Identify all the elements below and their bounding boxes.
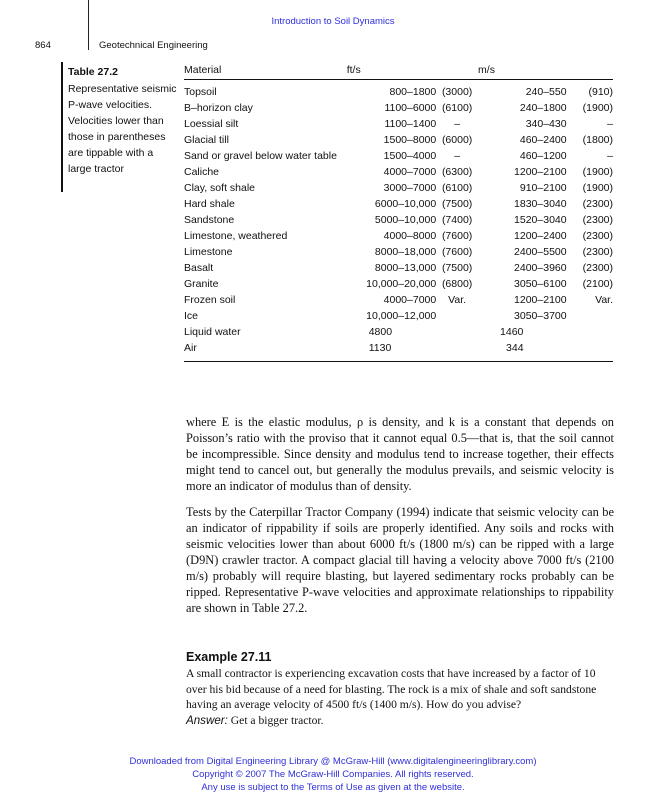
- ft-s-range-cell: 4800: [368, 326, 393, 338]
- table-row: [184, 340, 613, 356]
- answer-label: Answer:: [186, 714, 228, 727]
- m-s-limit-cell: (2300): [582, 262, 613, 274]
- material-cell: Air: [184, 342, 197, 354]
- ft-s-limit-cell: (6100): [441, 182, 473, 194]
- footer-terms[interactable]: Any use is subject to the Terms of Use as given at the website.: [201, 782, 465, 793]
- m-s-limit-cell: [567, 324, 613, 340]
- table-row: [184, 292, 613, 308]
- ft-s-range-cell: 5000–10,000: [374, 214, 437, 226]
- ft-s-limit-cell: (6300): [441, 166, 473, 178]
- m-s-range-cell: 910–2100: [519, 182, 567, 194]
- ft-s-range-cell: 4000–7000: [383, 294, 437, 306]
- material-cell: Limestone: [184, 246, 233, 258]
- caption-bar: [61, 62, 63, 192]
- ft-s-limit-cell: Var.: [448, 294, 467, 306]
- m-s-range-cell: 1200–2100: [514, 166, 567, 178]
- m-s-limit-cell: –: [607, 150, 613, 162]
- body-paragraph-1: where E is the elastic modulus, ρ is density, and k is a constant that depends on Poisson’s ratio with the proviso that it cannot equal 0.5—that is, that the soil cannot be incompressible. Since density and modulus tend to increase together, their effects might tend to cancel out, but generally the modulus prevails, and seismic velocity is more an indicator of modulus than of density.: [186, 415, 614, 493]
- table-row: [184, 80, 613, 101]
- material-cell: Clay, soft shale: [184, 182, 256, 194]
- material-cell: Frozen soil: [184, 294, 236, 306]
- material-cell: Caliche: [184, 166, 220, 178]
- m-s-range-cell: 1830–3040: [514, 198, 567, 210]
- ft-s-range-cell: 8000–18,000: [374, 246, 437, 258]
- table-row: [184, 164, 613, 180]
- m-s-limit-cell: [567, 340, 613, 356]
- table-caption-text: Representative seismic P-wave velocities. Velocities lower than those in parentheses are tippable with a large tractor: [68, 83, 177, 175]
- velocity-table: [184, 63, 613, 362]
- m-s-limit-cell: (1900): [582, 182, 613, 194]
- ft-s-limit-cell: (7600): [441, 230, 473, 242]
- m-s-range-cell: 1460: [500, 326, 524, 338]
- m-s-range-cell: 460–2400: [519, 134, 567, 146]
- ft-s-limit-cell: (6000): [441, 134, 473, 146]
- chapter-title-link[interactable]: Introduction to Soil Dynamics: [271, 16, 395, 27]
- ft-s-limit-cell: –: [454, 150, 461, 162]
- body-paragraph-2: Tests by the Caterpillar Tractor Company (1994) indicate that seismic velocity can be an indicator of rippability if soils are properly identified. Any soils and rocks with seismic velocities lower than about 6000 ft/s (1800 m/s) can be ripped with a large (D9N) crawler tractor. A compact glacial till having a velocity above 7000 ft/s (2100 m/s) probably will require blasting, but layered sedimentary rocks probably can be ripped. Representative P-wave velocities and approximate relationships to rippability are shown in Table 27.2.: [186, 505, 614, 615]
- ft-s-range-cell: 1500–8000: [383, 134, 437, 146]
- example-text: A small contractor is experiencing excavation costs that have increased by a factor of 10 over his bid because of a need for blasting. The rock is a mix of shale and soft sandstone having an average velocity of 4500 ft/s (1400 m/s). How do you advise?: [186, 667, 597, 711]
- footer-download-link[interactable]: Downloaded from Digital Engineering Library @ McGraw-Hill (www.digitalengineeringlibrary.com): [129, 756, 537, 767]
- table-row: [184, 212, 613, 228]
- m-s-range-cell: 340–430: [525, 118, 567, 130]
- material-cell: Ice: [184, 310, 199, 322]
- m-s-range-cell: 240–1800: [519, 102, 567, 114]
- material-cell: Hard shale: [184, 198, 235, 210]
- material-cell: Sand or gravel below water table: [184, 150, 337, 162]
- page-number: 864: [35, 40, 51, 51]
- table-bottom-rule: [184, 361, 613, 362]
- answer-text: Get a bigger tractor.: [230, 714, 324, 727]
- m-s-limit-cell: (2300): [582, 198, 613, 210]
- table-row: [184, 132, 613, 148]
- ft-s-limit-cell: (3000): [441, 86, 473, 98]
- ft-s-range-cell: 1100–1400: [384, 118, 437, 130]
- column-header-m-s-limit: [567, 63, 613, 80]
- material-cell: Granite: [184, 278, 219, 290]
- ft-s-range-cell: 10,000–20,000: [366, 278, 437, 290]
- m-s-range-cell: 240–550: [525, 86, 567, 98]
- ft-s-limit-cell: (6100): [441, 102, 473, 114]
- material-cell: Sandstone: [184, 214, 235, 226]
- ft-s-range-cell: 1500–4000: [383, 150, 437, 162]
- material-cell: Loessial silt: [184, 118, 239, 130]
- m-s-limit-cell: –: [607, 118, 613, 130]
- table-caption: [68, 64, 178, 177]
- ft-s-limit-cell: –: [454, 118, 461, 130]
- ft-s-range-cell: 4000–7000: [383, 166, 437, 178]
- table-row: [184, 324, 613, 340]
- m-s-range-cell: 3050–6100: [514, 278, 567, 290]
- material-cell: Basalt: [184, 262, 214, 274]
- table-row: [184, 100, 613, 116]
- m-s-limit-cell: Var.: [595, 294, 613, 306]
- table-row: [184, 244, 613, 260]
- material-cell: Glacial till: [184, 134, 229, 146]
- footer-copyright[interactable]: Copyright © 2007 The McGraw-Hill Companies. All rights reserved.: [192, 769, 474, 780]
- header-divider: [88, 0, 89, 50]
- ft-s-limit-cell: (7600): [441, 246, 473, 258]
- m-s-limit-cell: (1900): [582, 166, 613, 178]
- m-s-range-cell: 1520–3040: [514, 214, 567, 226]
- m-s-range-cell: 344: [506, 342, 524, 354]
- table-row: [184, 308, 613, 324]
- m-s-limit-cell: (2300): [582, 230, 613, 242]
- m-s-limit-cell: (2300): [582, 246, 613, 258]
- m-s-limit-cell: (2100): [582, 278, 613, 290]
- m-s-range-cell: 2400–3960: [514, 262, 567, 274]
- ft-s-limit-cell: [436, 324, 478, 340]
- table-row: [184, 196, 613, 212]
- material-cell: B–horizon clay: [184, 102, 253, 114]
- m-s-limit-cell: (1900): [582, 102, 613, 114]
- material-cell: Limestone, weathered: [184, 230, 288, 242]
- ft-s-limit-cell: [436, 340, 478, 356]
- m-s-limit-cell: [567, 308, 613, 324]
- table-row: [184, 180, 613, 196]
- example-title: Example 27.11: [186, 650, 272, 664]
- ft-s-range-cell: 3000–7000: [383, 182, 437, 194]
- ft-s-range-cell: 4000–8000: [383, 230, 437, 242]
- ft-s-limit-cell: [436, 308, 478, 324]
- ft-s-range-cell: 10,000–12,000: [366, 310, 437, 322]
- m-s-range-cell: 460–1200: [519, 150, 567, 162]
- table-label: Table 27.2: [68, 66, 118, 78]
- column-header-material: Material: [184, 63, 347, 80]
- example-answer: [186, 714, 324, 727]
- ft-s-limit-cell: (7500): [441, 262, 473, 274]
- ft-s-limit-cell: (6800): [441, 278, 473, 290]
- ft-s-range-cell: 8000–13,000: [374, 262, 437, 274]
- m-s-range-cell: 3050–3700: [514, 310, 567, 322]
- table-header-row: [184, 63, 613, 80]
- m-s-limit-cell: (1800): [582, 134, 613, 146]
- ft-s-range-cell: 800–1800: [389, 86, 437, 98]
- ft-s-range-cell: 1130: [368, 342, 392, 354]
- m-s-range-cell: 2400–5500: [514, 246, 567, 258]
- ft-s-range-cell: 6000–10,000: [374, 198, 437, 210]
- column-header-m-s: m/s: [478, 63, 567, 80]
- material-cell: Liquid water: [184, 326, 241, 338]
- material-cell: Topsoil: [184, 86, 217, 98]
- table-row: [184, 260, 613, 276]
- table-row: [184, 276, 613, 292]
- m-s-range-cell: 1200–2400: [514, 230, 567, 242]
- table-row: [184, 228, 613, 244]
- ft-s-limit-cell: (7500): [441, 198, 473, 210]
- m-s-limit-cell: (910): [588, 86, 613, 98]
- m-s-limit-cell: (2300): [582, 214, 613, 226]
- ft-s-range-cell: 1100–6000: [384, 102, 437, 114]
- column-header-ft-s: ft/s: [347, 63, 437, 80]
- m-s-range-cell: 1200–2100: [514, 294, 567, 306]
- running-title: Geotechnical Engineering: [99, 40, 208, 51]
- ft-s-limit-cell: (7400): [441, 214, 473, 226]
- table-row: [184, 116, 613, 132]
- column-header-ft-s-limit: [436, 63, 478, 80]
- table-row: [184, 148, 613, 164]
